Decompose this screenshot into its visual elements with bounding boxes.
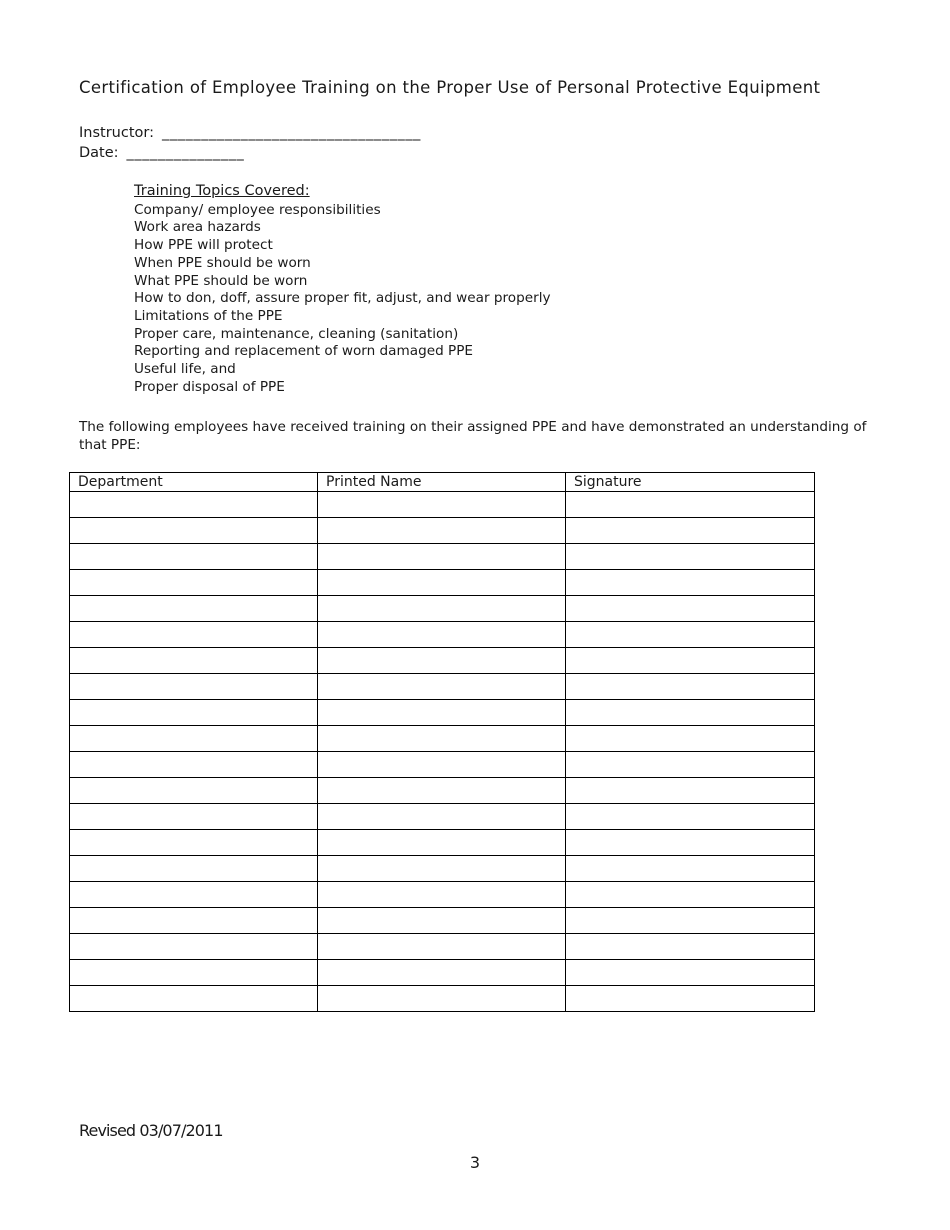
department-cell[interactable] (70, 648, 318, 674)
department-cell[interactable] (70, 700, 318, 726)
table-header-row (70, 473, 815, 492)
table-row (70, 778, 815, 804)
signature-cell[interactable] (566, 570, 815, 596)
table-row (70, 908, 815, 934)
signature-cell[interactable] (566, 492, 815, 518)
table-row (70, 960, 815, 986)
employee-roster-table (69, 472, 815, 1012)
instructor-label: Instructor: (79, 125, 154, 141)
table-row (70, 882, 815, 908)
printed-name-cell[interactable] (318, 492, 566, 518)
printed-name-cell[interactable] (318, 622, 566, 648)
printed-name-cell[interactable] (318, 830, 566, 856)
date-blank: _______________ (126, 145, 245, 161)
department-cell[interactable] (70, 752, 318, 778)
signature-cell[interactable] (566, 882, 815, 908)
topic-item: Proper disposal of PPE (134, 378, 285, 395)
table-row (70, 648, 815, 674)
department-cell[interactable] (70, 830, 318, 856)
table-row (70, 752, 815, 778)
printed-name-cell[interactable] (318, 804, 566, 830)
table-row (70, 518, 815, 544)
department-cell[interactable] (70, 518, 318, 544)
printed-name-cell[interactable] (318, 726, 566, 752)
topic-item: Reporting and replacement of worn damaged PPE (134, 343, 474, 360)
signature-cell[interactable] (566, 934, 815, 960)
topic-item: What PPE should be worn (134, 272, 308, 289)
date-label: Date: (79, 145, 119, 161)
printed-name-cell[interactable] (318, 648, 566, 674)
topic-item: Limitations of the PPE (134, 307, 283, 324)
department-cell[interactable] (70, 778, 318, 804)
signature-cell[interactable] (566, 830, 815, 856)
printed-name-column-header: Printed Name (318, 473, 566, 492)
department-cell[interactable] (70, 570, 318, 596)
printed-name-cell[interactable] (318, 960, 566, 986)
table-row (70, 596, 815, 622)
department-cell[interactable] (70, 674, 318, 700)
signature-cell[interactable] (566, 674, 815, 700)
department-cell[interactable] (70, 986, 318, 1012)
signature-cell[interactable] (566, 986, 815, 1012)
table-row (70, 986, 815, 1012)
topics-list (134, 202, 551, 397)
topics-heading: Training Topics Covered: (134, 183, 310, 199)
page-number: 3 (469, 1153, 481, 1172)
instructor-blank: _________________________________ (161, 125, 422, 141)
training-topics (134, 183, 551, 396)
table-row (70, 700, 815, 726)
signature-cell[interactable] (566, 622, 815, 648)
department-cell[interactable] (70, 804, 318, 830)
department-cell[interactable] (70, 596, 318, 622)
department-cell[interactable] (70, 856, 318, 882)
date-field (79, 145, 244, 161)
department-cell[interactable] (70, 908, 318, 934)
printed-name-cell[interactable] (318, 544, 566, 570)
signature-cell[interactable] (566, 544, 815, 570)
printed-name-cell[interactable] (318, 570, 566, 596)
printed-name-cell[interactable] (318, 908, 566, 934)
table-row (70, 570, 815, 596)
department-column-header: Department (70, 473, 318, 492)
printed-name-cell[interactable] (318, 596, 566, 622)
signature-cell[interactable] (566, 648, 815, 674)
department-cell[interactable] (70, 960, 318, 986)
signature-cell[interactable] (566, 596, 815, 622)
signature-column-header: Signature (566, 473, 815, 492)
table-row (70, 622, 815, 648)
topic-item: How PPE will protect (134, 237, 273, 254)
topic-item: Useful life, and (134, 361, 236, 378)
table-row (70, 856, 815, 882)
department-cell[interactable] (70, 544, 318, 570)
instructor-field (79, 125, 421, 141)
printed-name-cell[interactable] (318, 700, 566, 726)
printed-name-cell[interactable] (318, 674, 566, 700)
topic-item: Proper care, maintenance, cleaning (sanitation) (134, 325, 459, 342)
signature-cell[interactable] (566, 700, 815, 726)
department-cell[interactable] (70, 622, 318, 648)
table-row (70, 492, 815, 518)
revision-date: Revised 03/07/2011 (79, 1121, 223, 1140)
signature-cell[interactable] (566, 778, 815, 804)
signature-cell[interactable] (566, 960, 815, 986)
department-cell[interactable] (70, 882, 318, 908)
printed-name-cell[interactable] (318, 934, 566, 960)
department-cell[interactable] (70, 934, 318, 960)
signature-cell[interactable] (566, 856, 815, 882)
table-row (70, 830, 815, 856)
signature-cell[interactable] (566, 752, 815, 778)
signature-cell[interactable] (566, 804, 815, 830)
topic-item: When PPE should be worn (134, 254, 311, 271)
signature-cell[interactable] (566, 726, 815, 752)
signature-cell[interactable] (566, 518, 815, 544)
topic-item: Work area hazards (134, 219, 261, 236)
table-row (70, 674, 815, 700)
department-cell[interactable] (70, 492, 318, 518)
printed-name-cell[interactable] (318, 752, 566, 778)
table-row (70, 934, 815, 960)
printed-name-cell[interactable] (318, 518, 566, 544)
roster-body (70, 492, 815, 1012)
printed-name-cell[interactable] (318, 882, 566, 908)
printed-name-cell[interactable] (318, 986, 566, 1012)
printed-name-cell[interactable] (318, 778, 566, 804)
department-cell[interactable] (70, 726, 318, 752)
document-title: Certification of Employee Training on the Proper Use of Personal Protective Equipment (79, 78, 821, 97)
printed-name-cell[interactable] (318, 856, 566, 882)
table-row (70, 726, 815, 752)
table-row (70, 804, 815, 830)
topic-item: How to don, doff, assure proper fit, adjust, and wear properly (134, 290, 551, 307)
signature-cell[interactable] (566, 908, 815, 934)
intro-paragraph: The following employees have received training on their assigned PPE and have demonstrated an understanding of that PPE: (79, 419, 867, 453)
table-row (70, 544, 815, 570)
topic-item: Company/ employee responsibilities (134, 201, 381, 218)
